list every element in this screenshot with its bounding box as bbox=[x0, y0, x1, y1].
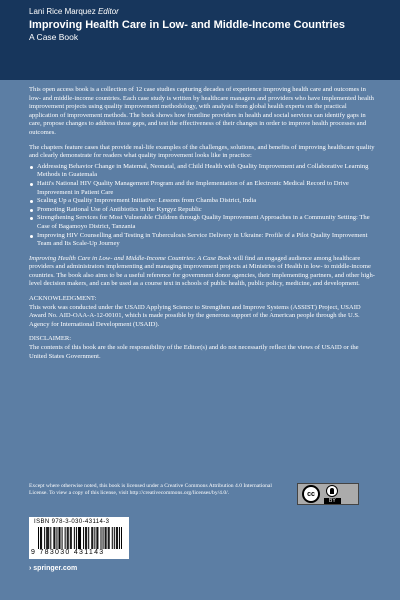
license-text: Except where otherwise noted, this book is licensed under a Creative Commons Attribution 4.0 International License. To view a copy of this license, visit http://creativecommons.org/licenses/by/4.0/. bbox=[29, 483, 272, 497]
audience-text: will find an engaged audience among healthcare providers and administrators implementing and managing improvement projects at Ministries of Health in low- to middle-income countries. The book also aims to be a useful reference for government donor agencies, their implementing partners, and other high-level decision makers, and can be used as a course text in schools of public health, public policy, medicine, and development. bbox=[29, 254, 375, 288]
chapter-item: Promoting Rational Use of Antibiotics in the Kyrgyz Republic bbox=[29, 206, 377, 215]
chapter-item: Strengthening Services for Most Vulnerable Children through Quality Improvement Approaches in a Community Setting: The Case of Bagamoyo District, Tanzania bbox=[29, 214, 377, 231]
chapter-item: Haiti's National HIV Quality Management Program and the Implementation of an Electronic Medical Record to Drive Improvement in Patient Care bbox=[29, 180, 377, 197]
cc-logo-icon: cc bbox=[302, 485, 320, 503]
barcode-bars-icon bbox=[38, 527, 122, 549]
editor-name: Lani Rice Marquez bbox=[29, 7, 96, 16]
website-link[interactable]: › springer.com bbox=[29, 565, 78, 572]
chapters-lead: The chapters feature cases that provide real-life examples of the challenges, solutions, and benefits of improving healthcare quality and clearly demonstrate for readers what quality improvement looks like in practice: bbox=[29, 143, 375, 160]
editor-role: Editor bbox=[97, 7, 119, 16]
acknowledgment-text: This work was conducted under the USAID Applying Science to Strengthen and Improve Systems (ASSIST) Project, USAID Award No. AID-OAA-A-12-00101, which is made possible by the generous support of the American people through the U.S. Agency for International Development (USAID). bbox=[29, 303, 361, 328]
barcode bbox=[29, 517, 129, 559]
disclaimer-text: The contents of this book are the sole responsibility of the Editor(s) and do not necessarily reflect the views of USAID or the United States Government. bbox=[29, 344, 359, 360]
editor-line bbox=[29, 6, 345, 17]
header bbox=[29, 6, 345, 43]
chapter-item: Improving HIV Counselling and Testing in Tuberculosis Service Delivery in Ukraine: Profile of a Pilot Quality Improvement Team and Its Scale-Up Journey bbox=[29, 232, 377, 249]
attribution-icon bbox=[324, 485, 341, 504]
blurb bbox=[29, 86, 377, 367]
chapter-item: Scaling Up a Quality Improvement Initiative: Lessons from Chamba District, India bbox=[29, 197, 377, 206]
creative-commons-icon bbox=[297, 483, 359, 505]
chapter-list bbox=[29, 163, 377, 249]
license-section bbox=[29, 483, 377, 509]
book-title: Improving Health Care in Low- and Middle-Income Countries bbox=[29, 19, 345, 31]
disclaimer-heading: DISCLAIMER: bbox=[29, 335, 72, 343]
acknowledgment-heading: ACKNOWLEDGMENT: bbox=[29, 295, 97, 303]
chapter-item: Addressing Behavior Change in Maternal, Neonatal, and Child Health with Quality Improvement and Collaborative Learning Methods in Guatemala bbox=[29, 163, 377, 180]
person-icon bbox=[326, 485, 338, 497]
by-label: BY bbox=[324, 498, 341, 504]
isbn-text: ISBN 978-3-030-43114-3 bbox=[34, 519, 110, 525]
audience-book-title: Improving Health Care in Low- and Middle-Income Countries: A Case Book bbox=[29, 254, 232, 262]
barcode-digits: 9 783030 431143 bbox=[31, 549, 105, 556]
audience-paragraph bbox=[29, 255, 377, 289]
intro-paragraph: This open access book is a collection of 12 case studies capturing decades of experience improving health care and outcomes in low- and middle-income countries. Each case study is written by healthcare managers and providers who have implemented health improvement projects using quality improvement methodology, with analysis from global health experts on the practical application of improvement methods. The book shows how frontline providers in health and social services can identify gaps in care, propose changes to address those gaps, and test the effectiveness of their changes in order to improve health processes and outcomes. bbox=[29, 86, 374, 136]
book-subtitle: A Case Book bbox=[29, 32, 79, 42]
